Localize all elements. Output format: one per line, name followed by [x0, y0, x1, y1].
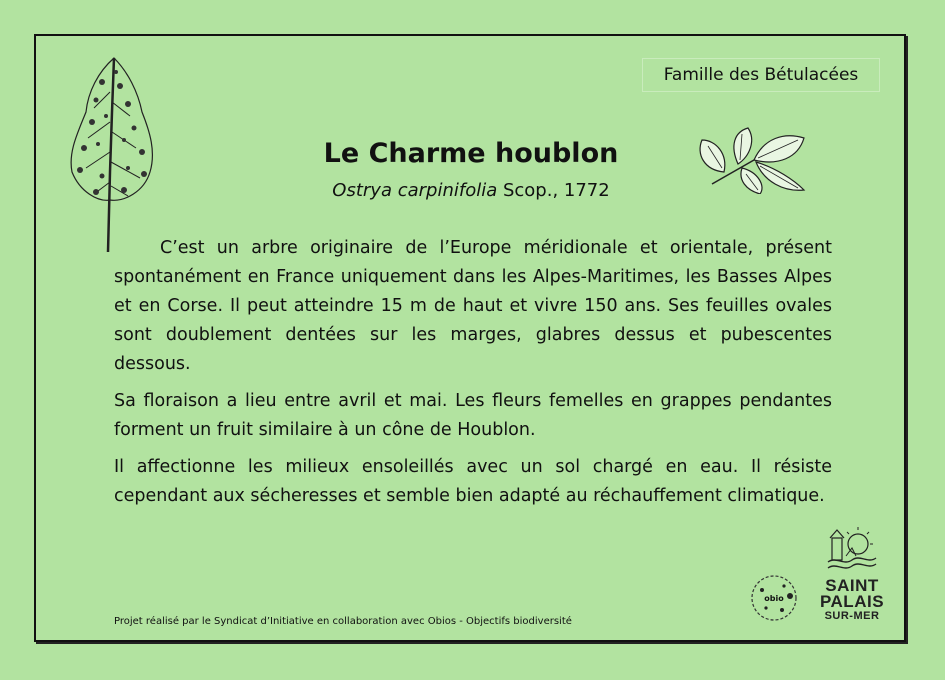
description-text	[114, 234, 832, 519]
paragraph-habitat: Il affectionne les milieux ensoleillés avec un sol chargé en eau. Il résiste cependant aux sécheresses et semble bien adapté au réchauffement climatique.	[114, 457, 832, 506]
saint-palais-emblem-icon	[826, 526, 878, 574]
leaf-illustration-icon	[694, 124, 824, 194]
obios-logo-icon	[750, 574, 798, 622]
info-panel	[34, 34, 906, 642]
saint-palais-logo	[812, 526, 892, 622]
footer-credit: Projet réalisé par le Syndicat d’Initiative en collaboration avec Obios - Objectifs biodiversité	[114, 616, 572, 627]
author-citation: Scop., 1772	[502, 180, 610, 201]
logo-line-saint: SAINT	[825, 576, 879, 595]
paragraph-origin: C’est un arbre originaire de l’Europe méridionale et orientale, présent spontanément en France uniquement dans les Alpes-Maritimes, les Basses Alpes et en Corse. Il peut atteindre 15 m de haut et vivre 150 ans. Ses feuilles ovales sont doublement dentées sur les marges, glabres dessus et pubescentes dessous.	[114, 238, 832, 374]
obios-logo-text: obio	[764, 594, 784, 603]
latin-name: Ostrya carpinifolia	[332, 180, 498, 201]
page-title: Le Charme houblon	[323, 138, 619, 169]
scientific-name	[236, 180, 706, 201]
family-label: Famille des Bétulacées	[642, 58, 880, 92]
logo-line-sur-mer: SUR-MER	[824, 610, 880, 622]
tree-illustration-icon	[58, 52, 168, 252]
paragraph-flowering: Sa floraison a lieu entre avril et mai. Les fleurs femelles en grappes pendantes forment un fruit similaire à un cône de Houblon.	[114, 391, 832, 440]
logo-line-palais: PALAIS	[819, 592, 885, 611]
